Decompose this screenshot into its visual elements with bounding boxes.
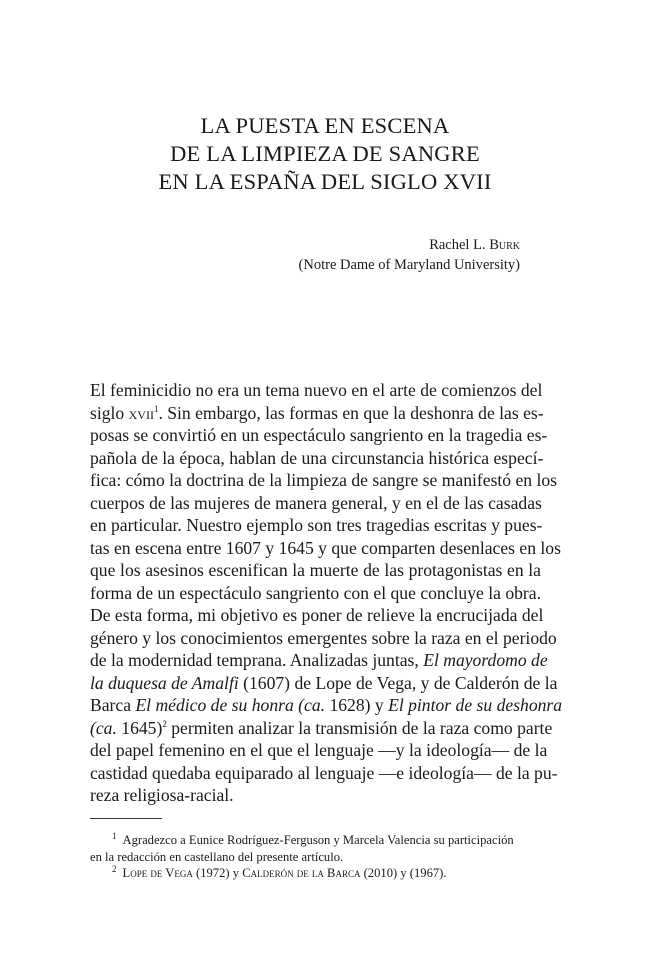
footnote-number: 2 xyxy=(112,864,117,874)
title-line-1: LA PUESTA EN ESCENA xyxy=(200,113,450,138)
footnote-text: (2010) y (1967). xyxy=(363,866,447,881)
body-line xyxy=(90,717,553,740)
body-line: forma de un espectáculo sangriento con el que concluye la obra. xyxy=(90,582,541,603)
body-line: cuerpos de las mujeres de manera general, y en el de las casadas xyxy=(90,492,542,513)
body-line: posas se convirtió en un espectáculo sangriento en la tragedia es- xyxy=(90,425,548,445)
footnote-1-continued: en la redacción en castellano del presente artículo. xyxy=(90,849,344,864)
author-affiliation: (Notre Dame of Maryland University) xyxy=(298,257,520,273)
footnote-2 xyxy=(90,865,541,882)
footnote-ref-1[interactable]: 1 xyxy=(153,403,159,414)
cited-author: Lope de Vega xyxy=(122,866,193,881)
century-numeral: xvii xyxy=(128,402,154,423)
article-title xyxy=(0,112,650,196)
body-text: (1607) de Lope de Vega, y de Calderón de la xyxy=(243,672,558,693)
body-line: en particular. Nuestro ejemplo son tres tragedias escritas y pues- xyxy=(90,515,543,535)
body-line: tas en escena entre 1607 y 1645 y que comparten desenlaces en los xyxy=(90,537,561,558)
cited-author: Calderón de la Barca xyxy=(242,866,361,881)
body-line: pañola de la época, hablan de una circunstancia histórica especí- xyxy=(90,447,544,468)
footnote-number: 1 xyxy=(112,830,117,841)
body-line: del papel femenino en el que el lenguaje —y la ideología— de la xyxy=(90,740,548,760)
body-line: De esta forma, mi objetivo es poner de relieve la encrucijada del xyxy=(90,605,544,625)
circa-abbrev: (ca. xyxy=(90,717,117,738)
body-text: siglo xyxy=(90,402,125,423)
footnote-text: (1972) y xyxy=(196,866,240,881)
title-line-2: DE LA LIMPIEZA DE SANGRE xyxy=(170,141,480,166)
footnote-separator xyxy=(90,818,162,819)
footnotes xyxy=(90,832,541,882)
author-last-name: Burk xyxy=(489,237,520,253)
body-line xyxy=(90,694,563,717)
work-title: la duquesa de Amalfi xyxy=(90,672,239,693)
body-line: reza religiosa-racial. xyxy=(90,785,234,805)
body-line: que los asesinos escenifican la muerte de las protagonistas en la xyxy=(90,560,541,580)
body-line: castidad quedaba equiparado al lenguaje —e ideología— de la pu- xyxy=(90,762,558,783)
body-line xyxy=(90,672,558,695)
body-line xyxy=(90,402,544,425)
body-line: género y los conocimientos emergentes sobre la raza en el periodo xyxy=(90,627,557,648)
title-line-3: EN LA ESPAÑA DEL SIGLO XVII xyxy=(158,169,492,194)
body-paragraph xyxy=(90,379,563,807)
body-text: permiten analizar la transmisión de la raza como parte xyxy=(171,717,553,738)
work-title: El mayordomo de xyxy=(423,650,548,670)
body-text: 1645) xyxy=(121,717,163,738)
author-block xyxy=(299,235,520,275)
body-text: 1628) y xyxy=(329,695,384,715)
body-text: Barca xyxy=(90,695,132,715)
body-line xyxy=(90,649,548,672)
body-line: fica: cómo la doctrina de la limpieza de sangre se manifestó en los xyxy=(90,470,558,490)
body-text: de la modernidad temprana. Analizadas juntas, xyxy=(90,650,419,670)
body-text: . Sin embargo, las formas en que la deshonra de las es- xyxy=(158,402,544,423)
work-title: El pintor de su deshonra xyxy=(388,695,563,715)
author-name xyxy=(299,235,520,255)
work-title: El médico de su honra (ca. xyxy=(135,695,326,715)
footnote-ref-2[interactable]: 2 xyxy=(162,718,167,729)
author-first-name: Rachel L. xyxy=(429,237,486,253)
body-line: El feminicidio no era un tema nuevo en el arte de comienzos del xyxy=(90,380,543,400)
footnote-1 xyxy=(90,832,541,849)
footnote-text: Agradezco a Eunice Rodríguez-Ferguson y Marcela Valencia su participación xyxy=(122,833,514,847)
